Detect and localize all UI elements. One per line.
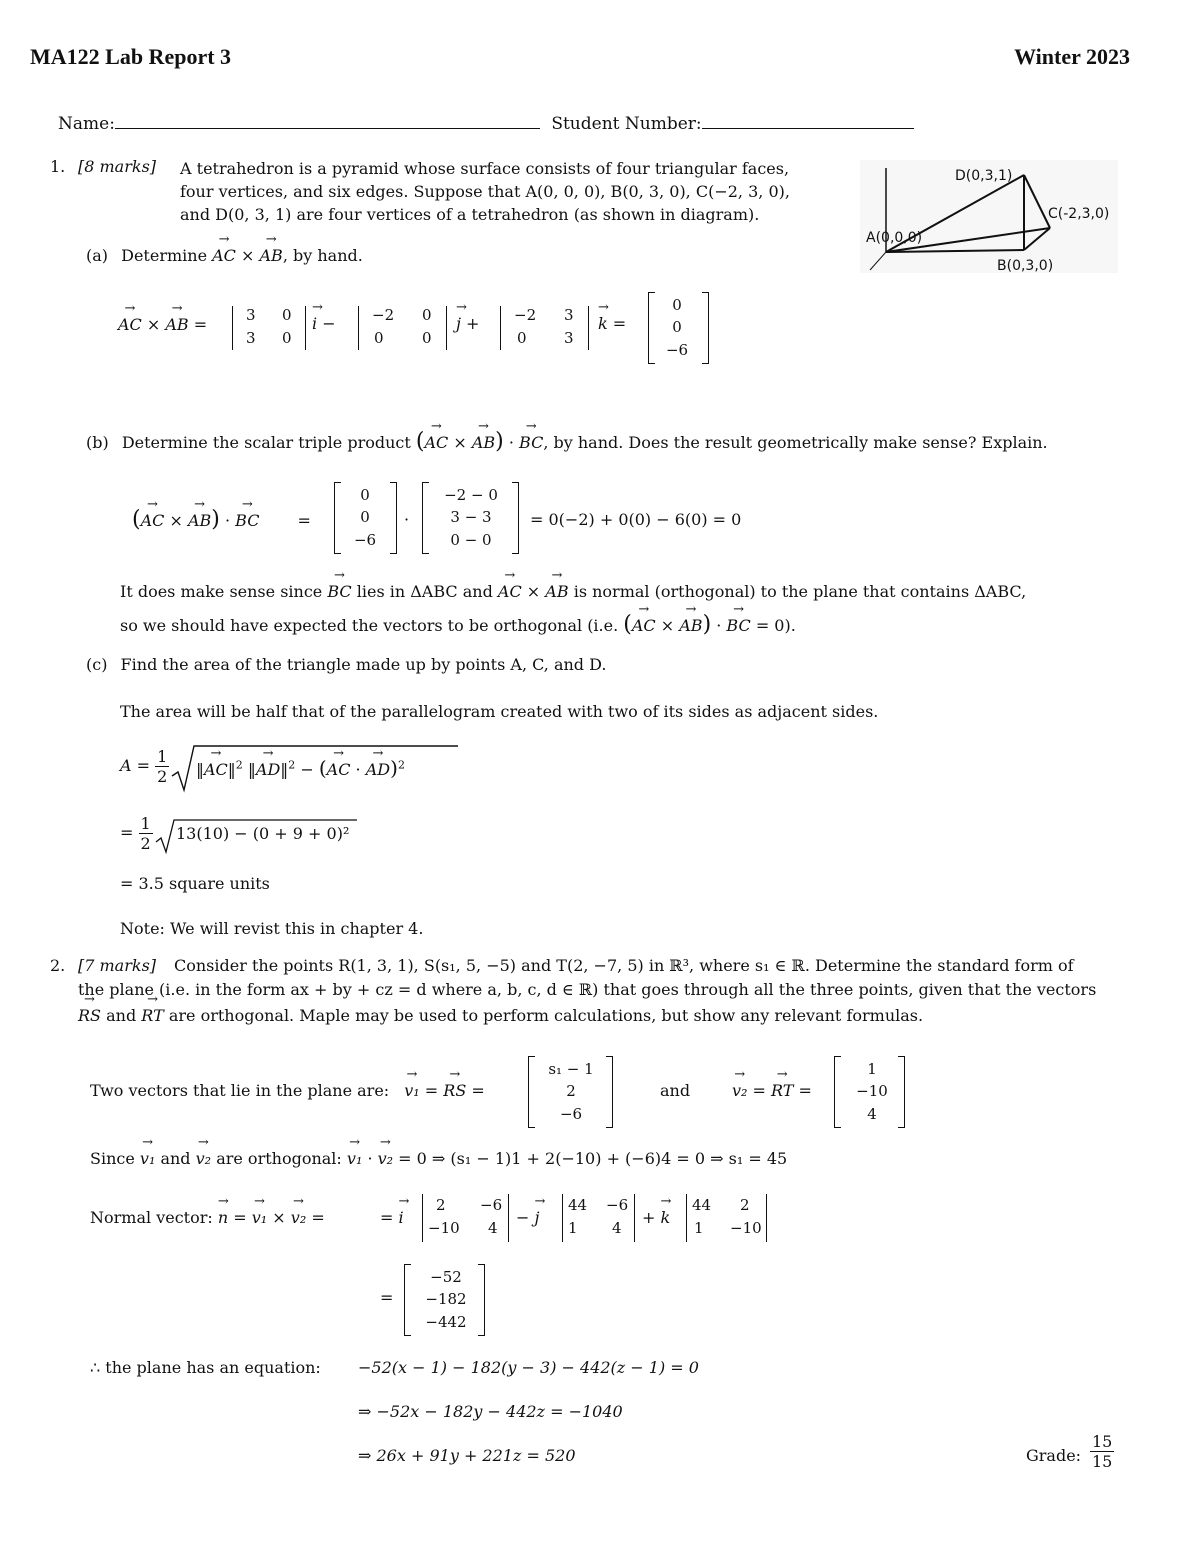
label-D: D(0,3,1) (955, 168, 1013, 184)
q2-normal-line: Normal vector: → n = → v₁ × → v₂ = (90, 1208, 325, 1227)
q2-normal-y: −182 (425, 1290, 467, 1308)
course-title: MA122 Lab Report 3 (30, 44, 232, 69)
q2-det-j-b: −6 (606, 1196, 629, 1214)
q2-orthogonal-line: Since → v₁ and → v₂ are orthogonal: → v₁ · → v₂ = 0 ⇒ (s₁ − 1)1 + 2(−10) + (−6)4 = 0 ⇒ s₁ = 45 (90, 1149, 787, 1168)
q1a-result-x: 0 (672, 296, 682, 314)
q2-det-j-d: 4 (612, 1219, 622, 1237)
q1a-prompt-post: , by hand. (282, 246, 363, 265)
q2-number: 2. (50, 956, 66, 975)
q2-det-i-d: 4 (488, 1219, 498, 1237)
q2-v2-label: → v₂ = → RT = (732, 1081, 812, 1100)
q1b-result: = 0(−2) + 0(0) − 6(0) = 0 (530, 510, 742, 529)
name-field[interactable] (58, 110, 914, 134)
q2-eq3: ⇒ 26x + 91y + 221z = 520 (358, 1446, 576, 1465)
student-number-label: Student Number: (551, 114, 702, 134)
grade-fraction (1090, 1432, 1114, 1471)
name-label: Name: (58, 114, 115, 134)
q1a-det2-b: 0 (422, 306, 432, 324)
q1a-det3-a: −2 (514, 306, 537, 324)
grade-total: 15 (1092, 1452, 1113, 1471)
q2-det-k-b: 2 (740, 1196, 750, 1214)
q2-v1-y: 2 (566, 1082, 576, 1100)
q2-v1-z: −6 (559, 1105, 583, 1123)
grade-label: Grade: (1026, 1446, 1082, 1465)
q2-eq1: −52(x − 1) − 182(y − 3) − 442(z − 1) = 0 (358, 1358, 699, 1377)
q1-intro-line: A tetrahedron is a pyramid whose surface consists of four triangular faces, (180, 159, 790, 178)
q1a-det1-d: 0 (282, 329, 292, 347)
q1a-det2-c: 0 (374, 329, 384, 347)
q2-v2-x: 1 (867, 1060, 877, 1078)
q2-det-k-d: −10 (730, 1219, 762, 1237)
q1a-det1-c: 3 (246, 329, 256, 347)
q1b-lhs: (→ AC × → AB) · → BC = (132, 507, 311, 532)
tetrahedron-diagram (860, 160, 1120, 275)
q2-det-i-a: 2 (436, 1196, 446, 1214)
q1c-formula-radicand: ‖→ AC‖$^2$ ‖→ AD‖$^2$ − (→ AC · → AD)$^2$ (196, 756, 405, 780)
q1b-vec1-y: 0 (360, 508, 370, 526)
q2-intro-line3: → RS and → RT are orthogonal. Maple may be used to perform calculations, but show any relevant formulas. (78, 1006, 923, 1025)
q1a-det1-a: 3 (246, 306, 256, 324)
q1a-det3-c: 0 (517, 329, 527, 347)
q2-plane-label: ∴ the plane has an equation: (90, 1358, 321, 1377)
q1-intro (180, 157, 790, 226)
q2-det-i-b: −6 (480, 1196, 503, 1214)
q1c-formula: A = $\frac{1}{2}$ (120, 747, 168, 786)
q1b-prompt-post: , by hand. Does the result geometrically make sense? Explain. (543, 433, 1048, 452)
q2-v1-x: s₁ − 1 (548, 1060, 594, 1078)
q2-det-k-c: 1 (694, 1219, 704, 1237)
q1b-vec2-z: 0 − 0 (450, 531, 492, 549)
q1b-explain-line1: It does make sense since → BC lies in ΔABC and → AC × → AB is normal (orthogonal) to the plane that contains ΔABC, (120, 582, 1026, 601)
q1a-det1-b: 0 (282, 306, 292, 324)
student-number-blank[interactable] (702, 110, 914, 129)
q1c-line1: The area will be half that of the parallelogram created with two of its sides as adjacent sides. (120, 702, 879, 721)
q1b-vec1-x: 0 (360, 486, 370, 504)
q2-det-j-c: 1 (568, 1219, 578, 1237)
q1-number: 1. (50, 157, 66, 176)
q1a-det3-b: 3 (564, 306, 574, 324)
q2-det-j-a: 44 (568, 1196, 588, 1214)
q1a-prompt-pre: Determine (121, 246, 208, 265)
name-blank[interactable] (115, 110, 540, 129)
q1a-det3-d: 3 (564, 329, 574, 347)
q1a-lhs: → AC × → AB = (118, 315, 207, 334)
q1b-label: (b) (86, 433, 109, 452)
label-A: A(0,0,0) (866, 230, 923, 246)
grade-score: 15 (1092, 1432, 1113, 1451)
q1a-det2-d: 0 (422, 329, 432, 347)
q2-normal-x: −52 (430, 1268, 462, 1286)
q1a-prompt: (a) Determine → AC × → AB, by hand. (86, 246, 363, 265)
q1b-prompt: (b) Determine the scalar triple product (→ AC × → AB) · → BC, by hand. Does the result geometrically make sense? Explain. (86, 429, 1048, 454)
q1a-label: (a) (86, 246, 109, 265)
q2-normal-z: −442 (425, 1313, 467, 1331)
q1c-step3: = 3.5 square units (120, 874, 270, 893)
q1c-step2: = $\frac{1}{2}$ (120, 814, 151, 853)
term-label: Winter 2023 (1014, 44, 1130, 69)
q1b-vec1-z: −6 (353, 531, 377, 549)
q2-eq2: ⇒ −52x − 182y − 442z = −1040 (358, 1402, 623, 1421)
q1a-result-y: 0 (672, 318, 682, 336)
q1c-prompt (86, 655, 606, 674)
q2-marks: [7 marks] (78, 956, 157, 975)
q1b-vec2-y: 3 − 3 (450, 508, 492, 526)
q1b-vec2-x: −2 − 0 (444, 486, 498, 504)
label-C: C(-2,3,0) (1048, 206, 1110, 222)
q1c-step2-radicand: 13(10) − (0 + 9 + 0)² (176, 824, 350, 843)
q2-det-k-a: 44 (692, 1196, 712, 1214)
q2-v2-z: 4 (867, 1105, 877, 1123)
q1c-note: Note: We will revist this in chapter 4. (120, 919, 424, 938)
q1-intro-line: and D(0, 3, 1) are four vertices of a tetrahedron (as shown in diagram). (180, 205, 760, 224)
q1-marks: [8 marks] (78, 157, 157, 176)
q1c-label: (c) (86, 655, 108, 674)
q2-v2-y: −10 (856, 1082, 888, 1100)
q2-det-i-c: −10 (428, 1219, 460, 1237)
q1c-prompt-text: Find the area of the triangle made up by points A, C, and D. (120, 655, 607, 674)
q1a-result-z: −6 (665, 341, 689, 359)
q2-vectors-line: Two vectors that lie in the plane are: → v₁ = → RS = (90, 1081, 485, 1100)
q1a-det2-a: −2 (372, 306, 395, 324)
q1b-prompt-pre: Determine the scalar triple product (121, 433, 411, 452)
label-B: B(0,3,0) (997, 258, 1054, 274)
q1-intro-line: four vertices, and six edges. Suppose that A(0, 0, 0), B(0, 3, 0), C(−2, 3, 0), (180, 182, 790, 201)
q2-intro-line2: the plane (i.e. in the form ax + by + cz = d where a, b, c, d ∈ ℝ) that goes through all the three points, given that the vectors (78, 980, 1097, 999)
q2-intro-line1: Consider the points R(1, 3, 1), S(s₁, 5, −5) and T(2, −7, 5) in ℝ³, where s₁ ∈ ℝ. Determine the standard form of (174, 956, 1074, 975)
q1b-explain-line2: so we should have expected the vectors to be orthogonal (i.e. (→ AC × → AB) · → BC = 0). (120, 612, 796, 637)
q2-and: and (660, 1081, 691, 1100)
